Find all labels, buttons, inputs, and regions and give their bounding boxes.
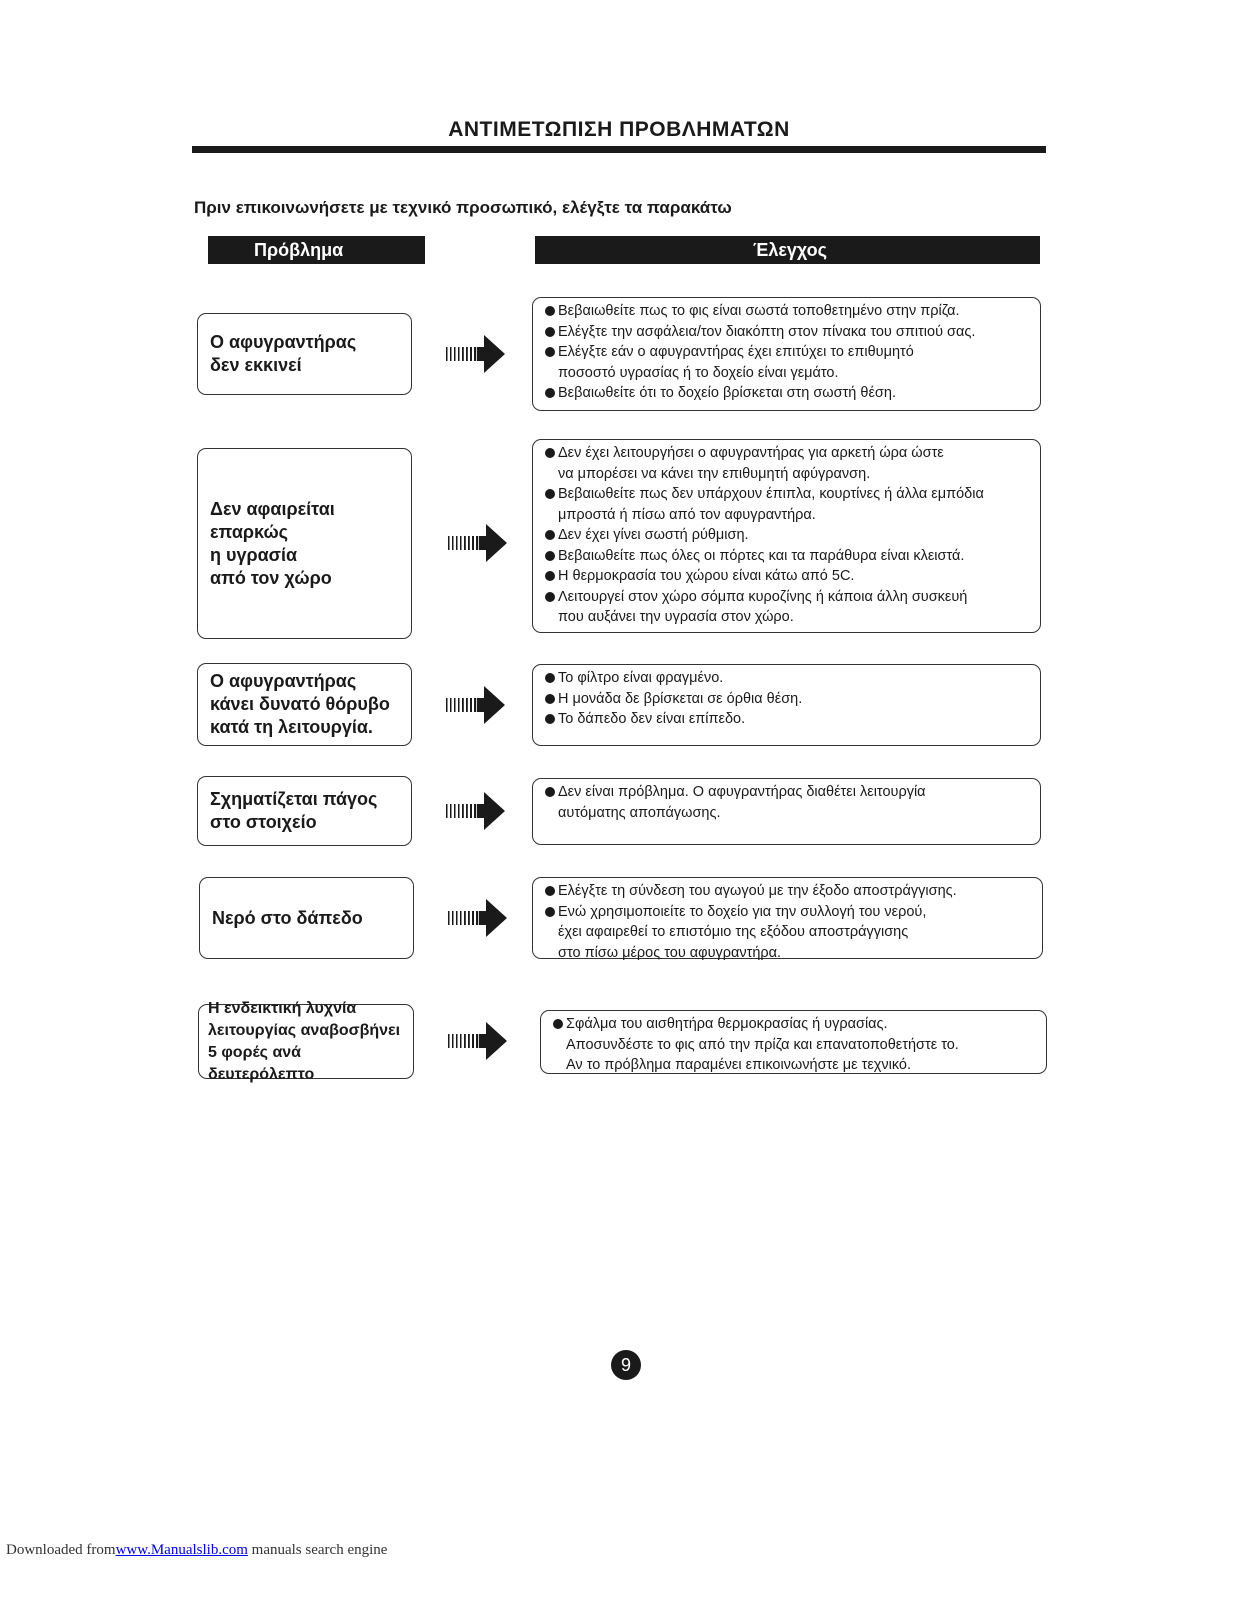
problem-text: Η ενδεικτική λυχνία λειτουργίας αναβοσβήνει 5 φορές ανά δευτερόλεπτο — [208, 999, 401, 1083]
manualslib-link[interactable]: www.Manualslib.com — [115, 1542, 248, 1558]
arrow-right-icon — [447, 898, 509, 938]
check-item: Βεβαιωθείτε ότι το δοχείο βρίσκεται στη σωστή θέση. — [545, 383, 1032, 404]
check-item: Βεβαιωθείτε πως το φις είναι σωστά τοποθετημένο στην πρίζα. — [545, 301, 1032, 322]
check-item: Δεν έχει γίνει σωστή ρύθμιση. — [545, 525, 1032, 546]
check-box — [532, 439, 1041, 633]
intro-text: Πριν επικοινωνήσετε με τεχνικό προσωπικό, ελέγξτε τα παρακάτω — [194, 198, 732, 217]
problem-box — [199, 877, 414, 959]
arrow-right-icon — [445, 334, 507, 374]
footer — [6, 1542, 387, 1559]
check-item-continuation: Αν το πρόβλημα παραμένει επικοινωνήστε με τεχνικό. — [566, 1057, 912, 1073]
page-title: ΑΝΤΙΜΕΤΩΠΙΣΗ ΠΡΟΒΛΗΜΑΤΩΝ — [448, 118, 790, 141]
check-item: Σφάλμα του αισθητήρα θερμοκρασίας ή υγρασίας. — [553, 1014, 1038, 1035]
check-item: Η μονάδα δε βρίσκεται σε όρθια θέση. — [545, 689, 1032, 710]
check-item-continuation: που αυξάνει την υγρασία στον χώρο. — [558, 609, 794, 625]
problem-text: Ο αφυγραντήρας δεν εκκινεί — [210, 332, 357, 375]
problem-text: Νερό στο δάπεδο — [212, 907, 363, 928]
check-item-continuation: μπροστά ή πίσω από τον αφυγραντήρα. — [558, 506, 816, 523]
check-item-continuation: έχει αφαιρεθεί το επιστόμιο της εξόδου αποστράγγισης — [558, 924, 909, 940]
check-item-continuation: Αποσυνδέστε το φις από την πρίζα και επανατοποθετήστε το. — [566, 1036, 959, 1053]
problem-box — [197, 663, 412, 746]
check-item: Ελέγξτε τη σύνδεση του αγωγού με την έξοδο αποστράγγισης. — [545, 881, 1034, 902]
check-item: Δεν έχει λειτουργήσει ο αφυγραντήρας για αρκετή ώρα ώστε — [545, 443, 1032, 464]
check-box — [540, 1010, 1047, 1074]
problem-box — [198, 999, 414, 1083]
arrow-right-icon — [447, 1021, 509, 1061]
check-box — [532, 664, 1041, 746]
check-box — [532, 877, 1043, 959]
check-item: Λειτουργεί στον χώρο σόμπα κυροζίνης ή κάποια άλλη συσκευή — [545, 587, 1032, 608]
arrow-right-icon — [447, 523, 509, 563]
column-header-problem: Πρόβλημα — [208, 236, 425, 264]
title-rule — [192, 146, 1046, 153]
footer-prefix: Downloaded from — [6, 1542, 116, 1558]
check-item: Η θερμοκρασία του χώρου είναι κάτω από 5C. — [545, 566, 1032, 587]
check-item-continuation: στο πίσω μέρος του αφυγραντήρα. — [558, 944, 782, 961]
check-item: Ελέγξτε την ασφάλεια/τον διακόπτη στον πίνακα του σπιτιού σας. — [545, 322, 1032, 343]
arrow-right-icon — [445, 685, 507, 725]
page-number: 9 — [611, 1350, 641, 1380]
check-item: Βεβαιωθείτε πως όλες οι πόρτες και τα παράθυρα είναι κλειστά. — [545, 546, 1032, 567]
problem-box — [197, 448, 412, 639]
check-item-continuation: ποσοστό υγρασίας ή το δοχείο είναι γεμάτο. — [558, 364, 839, 381]
problem-box — [197, 313, 412, 395]
problem-text: Σχηματίζεται πάγος στο στοιχείο — [210, 789, 378, 832]
check-item: Ελέγξτε εάν ο αφυγραντήρας έχει επιτύχει το επιθυμητό — [545, 342, 1032, 363]
column-header-check: Έλεγχος — [535, 236, 1040, 264]
check-item: Ενώ χρησιμοποιείτε το δοχείο για την συλλογή του νερού, — [545, 902, 1034, 923]
problem-text: Δεν αφαιρείται επαρκώς η υγρασία από τον χώρο — [210, 498, 335, 588]
problem-box — [197, 776, 412, 846]
arrow-right-icon — [445, 791, 507, 831]
check-item: Βεβαιωθείτε πως δεν υπάρχουν έπιπλα, κουρτίνες ή άλλα εμπόδια — [545, 484, 1032, 505]
check-box — [532, 297, 1041, 411]
check-box — [532, 778, 1041, 845]
check-item: Το δάπεδο δεν είναι επίπεδο. — [545, 709, 1032, 730]
check-item-continuation: να μπορέσει να κάνει την επιθυμητή αφύγρανση. — [558, 465, 871, 482]
footer-suffix: manuals search engine — [251, 1542, 388, 1558]
check-item: Δεν είναι πρόβλημα. Ο αφυγραντήρας διαθέτει λειτουργία — [545, 782, 1032, 803]
problem-text: Ο αφυγραντήρας κάνει δυνατό θόρυβο κατά τη λειτουργία. — [210, 671, 390, 737]
check-item: Το φίλτρο είναι φραγμένο. — [545, 668, 1032, 689]
check-item-continuation: αυτόματης αποπάγωσης. — [558, 804, 721, 821]
